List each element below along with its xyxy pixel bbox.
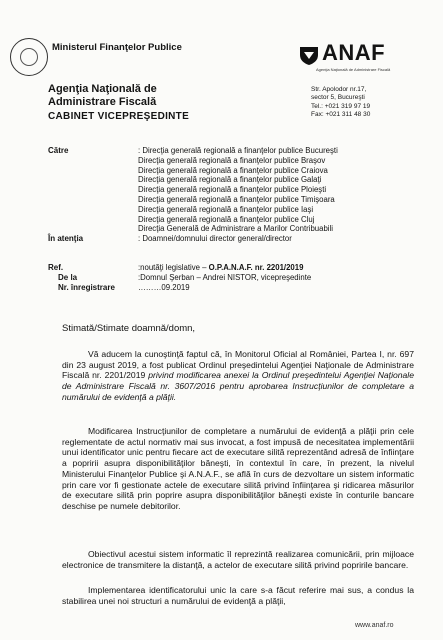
address-block	[311, 86, 370, 119]
ministry-name: Ministerul Finanţelor Publice	[52, 42, 182, 53]
recipient-line: Direcţia generală regională a finanţelor publice Timişoara	[138, 194, 335, 204]
paragraph-2	[62, 426, 414, 512]
attention-value: : Doamnei/domnului director general/director	[138, 234, 292, 244]
greeting: Stimată/Stimate doamnă/domn,	[62, 323, 196, 334]
footer-website[interactable]: www.anaf.ro	[355, 622, 394, 629]
agency-name-line2: Administrare Fiscală	[48, 96, 157, 108]
anaf-logo-subtitle: Agenţia Naţională de Administrare Fiscală	[316, 67, 391, 72]
anaf-logo-text: ANAF	[322, 40, 386, 65]
agency-name-line1: Agenţia Naţională de	[48, 83, 157, 95]
to-label: Către	[48, 146, 69, 155]
from-label: De la	[58, 273, 78, 282]
paragraph-1-text: Vă aducem la cunoştinţă faptul că, în Monitorul Oficial al României, Partea I, nr. 697 din 23 august 2019, a fost publicat Ordinul preşedintelui Agenţiei Naţionale de Administrare Fiscală nr. 2201/2019	[62, 349, 414, 381]
from-value: :Domnul Şerban – Andrei NISTOR, vicepreşedinte	[138, 272, 312, 282]
recipient-line: Direcţia generală regională a finanţelor publice Craiova	[138, 165, 328, 175]
paragraph-1-italic: privind modificarea anexei la Ordinul preşedintelui Agenţiei Naţionale de Administrare Fiscală nr. 3607/2016 pentru aprobarea Instrucţiunilor de completare a numărului de evidenţă a plăţii.	[62, 370, 414, 402]
recipient-line: Direcţia generală regională a finanţelor publice Ploieşti	[138, 185, 327, 195]
agency-name	[48, 83, 157, 109]
registration-label: Nr. înregistrare	[58, 283, 115, 292]
ref-prefix: :noutăţi legislative –	[138, 263, 209, 272]
paragraph-3-text: Obiectivul acestui sistem informatic îl reprezintă realizarea comunicării, prin mijloace electronice de transmitere la distanţă, a actelor de executare silită privind popririle bancare.	[62, 549, 414, 570]
paragraph-4-text: Implementarea identificatorului unic la care s-a făcut referire mai sus, a condus la stabilirea unei noi structuri a numărului de evidenţă a plăţii,	[62, 585, 414, 606]
recipient-line: Direcţia generală regională a finanţelor publice Cluj	[138, 214, 315, 224]
registration-value: ………09.2019	[138, 282, 190, 292]
paragraph-2-text: Modificarea Instrucţiunilor de completare a numărului de evidenţă a plăţii prin cele reglementate de actul normativ mai sus invocat, a fost impusă de necesitatea implementării unui identificator unic pentru fiecare act de executare silită reprezentând adresă de înfiinţare a popririi asupra disponibilităţilor băneşti, în contextul în care, în prezent, la nivelul Ministerului Finanţelor Publice şi A.N.A.F., se află în curs de dezvoltare un sistem informatic prin care vor fi gestionate actele de executare silită privind înfiinţarea şi ridicarea măsurilor de executare silită prin poprire asupra disponibilităţilor băneşti existe în conturile bancare deschise pe numele debitorilor.	[62, 426, 414, 511]
address-line: sector 5, Bucureşti	[311, 94, 365, 102]
paragraph-4	[62, 585, 414, 606]
ministry-seal-icon	[10, 38, 48, 76]
paragraph-3	[62, 549, 414, 570]
attention-label: În atenţia	[48, 234, 84, 243]
recipient-line: Direcţia generală regională a finanţelor publice Galaţi	[138, 175, 322, 185]
phone-line: Tel.: +021 319 97 19	[311, 102, 371, 110]
recipients-list	[138, 146, 338, 244]
recipient-line: Direcţia generală regională a finanţelor publice Braşov	[138, 155, 326, 165]
fax-line: Fax: +021 311 48 30	[311, 110, 371, 118]
ref-label: Ref.	[48, 263, 64, 272]
ref-order-number: O.P.A.N.A.F. nr. 2201/2019	[208, 263, 304, 272]
cabinet-title: CABINET VICEPREŞEDINTE	[48, 111, 190, 122]
paragraph-1	[62, 349, 414, 403]
recipient-line: : Direcţia generală regională a finanţelor publice Bucureşti	[138, 146, 338, 155]
address-line: Str. Apolodor nr.17,	[311, 86, 367, 93]
ref-values	[138, 263, 311, 292]
recipient-line: Direcţia generală regională a finanţelor publice Iaşi	[138, 204, 314, 214]
anaf-logo-icon	[298, 44, 320, 66]
recipient-line: Direcţia Generală de Administrare a Marilor Contribuabili	[138, 224, 334, 234]
